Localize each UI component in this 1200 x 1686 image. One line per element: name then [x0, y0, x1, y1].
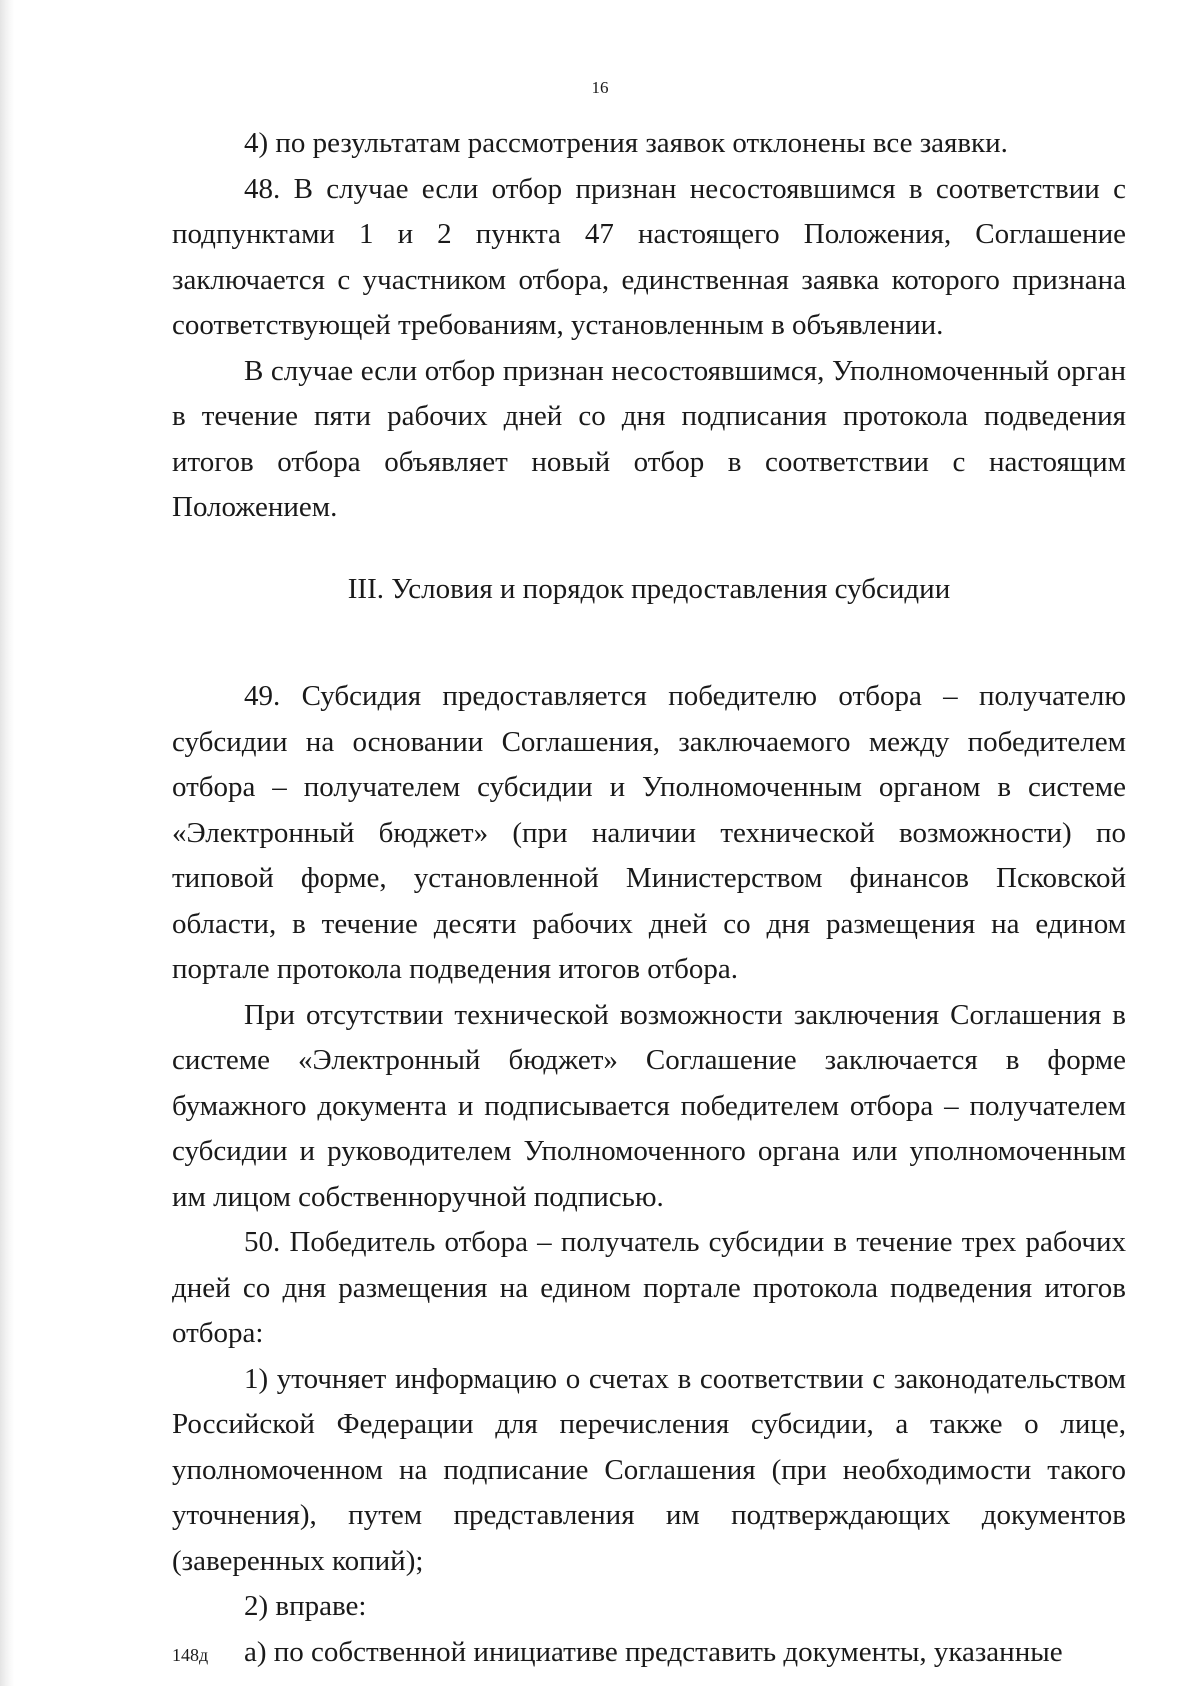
- page-number: 16: [591, 78, 609, 97]
- paragraph-48: 48. В случае если отбор признан несостоявшимся в соответствии с подпунктами 1 и 2 пункта 47 настоящего Положения, Соглашение заключается с участником отбора, единственная заявка которого признана соответствующей требованиям, установленным в объявлении.: [172, 172, 1126, 341]
- paragraph-50: 50. Победитель отбора – получатель субсидии в течение трех рабочих дней со дня размещения на едином портале протокола подведения итогов отбора:: [172, 1226, 1126, 1349]
- paragraph-item-4: 4) по результатам рассмотрения заявок отклонены все заявки.: [244, 127, 1008, 159]
- paragraph-50-item-1: 1) уточняет информацию о счетах в соответствии с законодательством Российской Федерации для перечисления субсидии, а также о лице, уполномоченном на подписание Соглашения (при необходимости такого уточнения), путем представления им подтверждающих документов (заверенных копий);: [172, 1362, 1126, 1577]
- scan-edge-shadow: [0, 0, 14, 1686]
- paragraph-50-item-2a: а) по собственной инициативе представить документы, указанные: [244, 1635, 1063, 1668]
- paragraph-49: 49. Субсидия предоставляется победителю отбора – получателю субсидии на основании Соглашения, заключаемого между победителем отбора – получателем субсидии и Уполномоченным органом в системе «Электронный бюджет» (при наличии технической возможности) по типовой форме, установленной Министерством финансов Псковской области, в течение десяти рабочих дней со дня размещения на едином портале протокола подведения итогов отбора.: [172, 680, 1126, 985]
- footer-document-code: 148д: [172, 1645, 209, 1665]
- document-body: [172, 121, 1126, 1675]
- section-heading: III. Условия и порядок предоставления субсидии: [347, 572, 951, 605]
- paragraph-48-continuation: В случае если отбор признан несостоявшимся, Уполномоченный орган в течение пяти рабочих дней со дня подписания протокола подведения итогов отбора объявляет новый отбор в соответствии с настоящим Положением.: [172, 354, 1126, 523]
- paragraph-49-continuation: При отсутствии технической возможности заключения Соглашения в системе «Электронный бюджет» Соглашение заключается в форме бумажного документа и подписывается победителем отбора – получателем субсидии и руководителем Уполномоченного органа или уполномоченным им лицом собственноручной подписью.: [172, 998, 1126, 1213]
- paragraph-50-item-2: 2) вправе:: [244, 1590, 367, 1622]
